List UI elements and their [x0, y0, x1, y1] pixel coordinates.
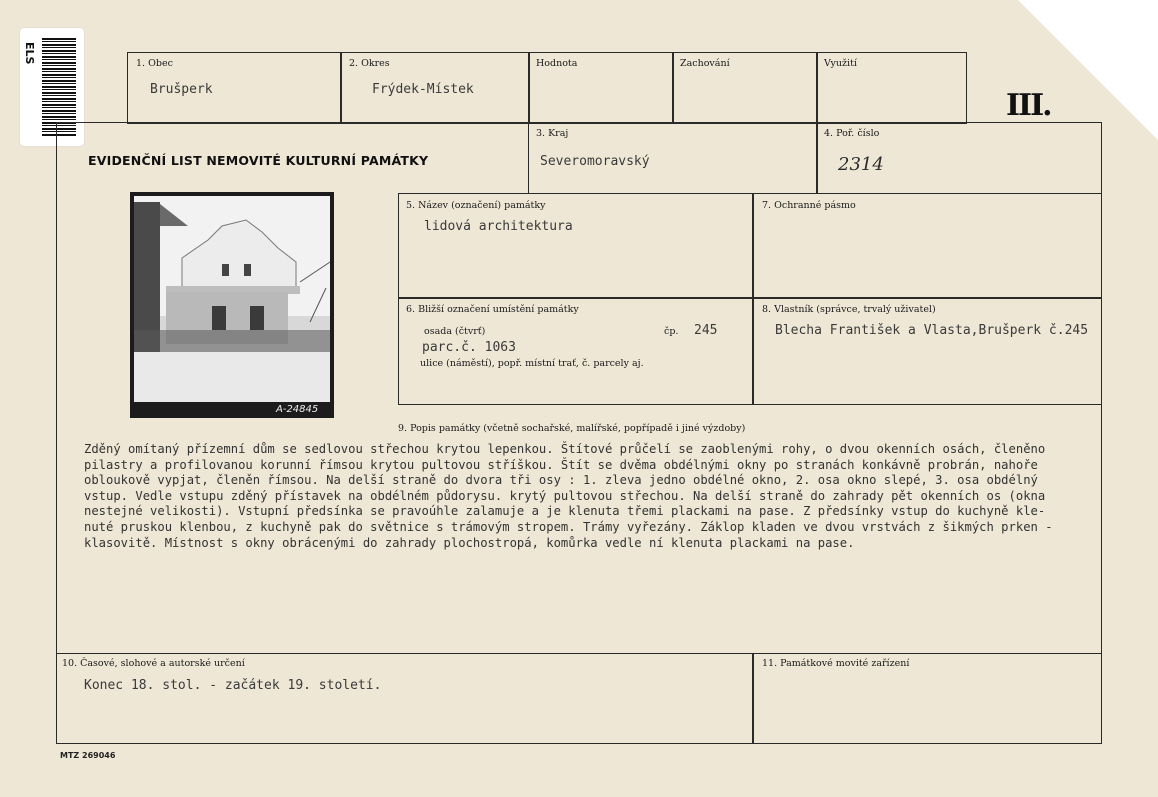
hodnota-label: Hodnota [536, 58, 578, 69]
por-cislo-label: 4. Poř. číslo [824, 128, 880, 139]
obec-value: Brušperk [150, 82, 213, 97]
urceni-value: Konec 18. stol. - začátek 19. století. [84, 678, 382, 693]
photo-caption: A-24845 [276, 404, 319, 415]
house-photo-image [130, 192, 334, 418]
umisteni-label: 6. Bližší označení umístění památky [406, 304, 579, 315]
roman-mark: III. [1006, 88, 1051, 123]
sticker-code: ELS [23, 42, 36, 65]
popis-line: nuté pruskou klenbou, z kuchyně pak do světnice s trámovým stropem. Trámy vyřezány. Záklop kladen ve dvou vrstvách z šikmých prken - [84, 519, 1053, 534]
popis-text [84, 442, 1074, 551]
popis-line: nestejné velikosti). Vstupní předsínka se pravoúhle zalamuje a je klenuta třemi plackami na pase. Z předsínky vstup do kuchyně kle- [84, 504, 1046, 519]
popis-line: obloukově vypjat, členěn římsou. Na delší straně do dvora tři osy : 1. zleva jedno obdélné okno, 2. osa okno slepé, 3. osa obdélný [84, 473, 1038, 488]
kraj-label: 3. Kraj [536, 128, 569, 139]
popis-line: klasovitě. Místnost s okny obrácenými do zahrady plochostropá, komůrka vedle ní klenuta plackami na pase. [84, 535, 855, 550]
popis-line: Zděný omítaný přízemní dům se sedlovou střechou krytou lepenkou. Štítové průčelí se zaoblenými rohy, o dvou okenních osách, členěno [84, 442, 1046, 456]
vyuziti-label: Využití [824, 58, 857, 69]
nazev-value: lidová architektura [424, 219, 573, 234]
popis-label: 9. Popis památky (včetně sochařské, malířské, popřípadě i jiné výzdoby) [398, 423, 746, 434]
vlastnik-label: 8. Vlastník (správce, trvalý uživatel) [762, 304, 936, 315]
cp-value: 245 [694, 323, 718, 338]
cp-label: čp. [664, 326, 679, 337]
monument-photo [130, 192, 334, 418]
popis-line: pilastry a profilovanou korunní římsou krytou pultovou stříškou. Štít se dvěma obdélnými okny po stranách konkávně probrán, nahoře [84, 457, 1038, 472]
form-title: EVIDENČNÍ LIST NEMOVITÉ KULTURNÍ PAMÁTKY [88, 153, 429, 168]
kraj-value: Severomoravský [540, 154, 650, 169]
urceni-label: 10. Časové, slohové a autorské určení [62, 658, 245, 669]
nazev-label: 5. Název (označení) památky [406, 200, 546, 211]
parcela-value: parc.č. 1063 [422, 340, 516, 355]
okres-value: Frýdek-Místek [372, 82, 474, 97]
obec-label: 1. Obec [136, 58, 173, 69]
footer-code: MTZ 269046 [60, 751, 116, 760]
por-cislo-value: 2314 [838, 154, 884, 175]
popis-line: vstup. Vedle vstupu zděný přístavek na obdélném půdorysu. krytý pultovou střechou. Na delší straně do zahrady pět okenních os (okna [84, 488, 1046, 503]
vlastnik-value: Blecha František a Vlasta,Brušperk č.245 [775, 323, 1089, 338]
ochranne-pasmo-label: 7. Ochranné pásmo [762, 200, 856, 211]
zachovani-label: Zachování [680, 58, 730, 69]
okres-label: 2. Okres [349, 58, 390, 69]
osada-label: osada (čtvrť) [424, 326, 486, 337]
ulice-label: ulice (náměstí), popř. místní trať, č. parcely aj. [420, 358, 644, 369]
zarizeni-label: 11. Památkové movité zařízení [762, 658, 910, 669]
